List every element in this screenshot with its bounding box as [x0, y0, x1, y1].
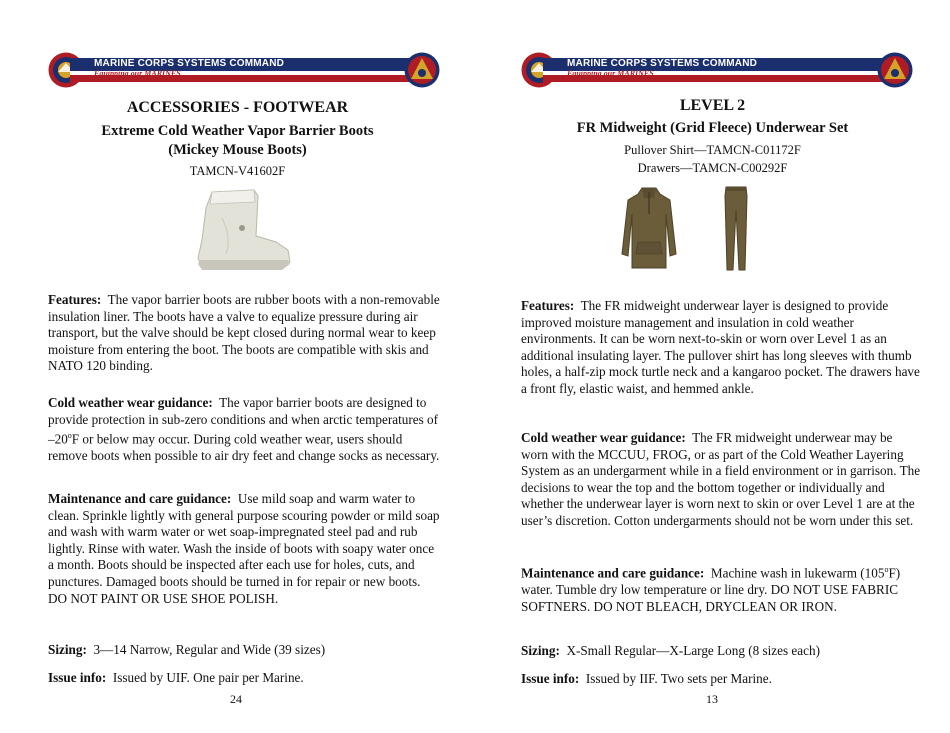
issue-label: Issue info: [48, 670, 107, 685]
cold-weather-text-b: F or below may occur. During cold weather wear, users should remove boots when possible to air dry feet and change socks as necessary. [48, 431, 440, 464]
page-number: 13 [706, 692, 718, 706]
sizing-text: 3—14 Narrow, Regular and Wide (39 sizes) [93, 642, 326, 657]
sizing-paragraph [521, 643, 921, 660]
sizing-paragraph [48, 642, 440, 659]
tamcn-shirt: Pullover Shirt—TAMCN-C01172F [624, 143, 801, 157]
item-title-line2: (Mickey Mouse Boots) [168, 142, 307, 158]
page-number: 24 [230, 692, 242, 706]
banner-title: MARINE CORPS SYSTEMS COMMAND [567, 58, 758, 69]
systems-command-seal-icon [877, 52, 913, 88]
tamcn-drawers: Drawers—TAMCN-C00292F [637, 161, 788, 175]
sizing-text: X-Small Regular—X-Large Long (8 sizes each) [566, 643, 820, 658]
sizing-label: Sizing: [521, 643, 560, 658]
maintenance-text: Use mild soap and warm water to clean. Sprinkle lightly with general purpose scouring powder or mild soap and wash with warm water or wet soap-impregnated steel pad and rub lightly. Rinse with water. Wash the inside of boots with soapy water once a month. Boots should be inspected after each use for holes, cuts, and punctures. Damaged boots should be turned in for repair or new boots. DO NOT PAINT OR USE SHOE POLISH. [48, 491, 440, 606]
systems-command-seal-icon [404, 52, 440, 88]
maintenance-paragraph [521, 562, 921, 615]
cold-weather-paragraph [48, 395, 440, 465]
features-text: The FR midweight underwear layer is designed to provide improved moisture management and insulation in cold weather environments. It can be worn next-to-skin or worn over Level 1 as an additional insulating layer. The pullover shirt has long sleeves with thumb holes, a half-zip mock turtle neck and a kangaroo pocket. The drawers have a front fly, elastic waist, and hemmed ankle. [521, 298, 920, 396]
maintenance-text-b: F) water. Tumble dry low temperature or line dry. DO NOT USE FABRIC SOFTNERS. DO NOT BLEACH, DRYCLEAN OR IRON. [521, 565, 901, 614]
issue-label: Issue info: [521, 671, 580, 686]
issue-paragraph [48, 670, 440, 687]
item-title: FR Midweight (Grid Fleece) Underwear Set [576, 120, 849, 136]
mcsc-banner [48, 52, 440, 88]
sizing-label: Sizing: [48, 642, 87, 657]
cold-weather-label: Cold weather wear guidance: [48, 395, 213, 410]
features-text: The vapor barrier boots are rubber boots with a non-removable insulation liner. The boots have a valve to equalize pressure during air transport, but the valve should be kept closed during normal wear to keep moisture from entering the boot. The boots are compatible with skis and NATO 120 binding. [48, 292, 440, 374]
maintenance-label: Maintenance and care guidance: [48, 491, 232, 506]
maintenance-label: Maintenance and care guidance: [521, 565, 705, 581]
vapor-barrier-boot-image [192, 188, 298, 274]
banner-subtitle: Equipping our MARINES [94, 69, 181, 78]
tamcn-code: TAMCN-V41602F [189, 164, 286, 178]
degree-mark: o [884, 565, 889, 574]
item-title-line1: Extreme Cold Weather Vapor Barrier Boots [101, 123, 374, 139]
banner-subtitle: Equipping our MARINES [567, 69, 654, 78]
features-label: Features: [48, 292, 102, 307]
issue-paragraph [521, 671, 921, 688]
section-heading: ACCESSORIES - FOOTWEAR [126, 99, 349, 116]
degree-mark: o [67, 431, 72, 441]
maintenance-paragraph [48, 491, 440, 607]
issue-text: Issued by IIF. Two sets per Marine. [585, 671, 772, 686]
issue-text: Issued by UIF. One pair per Marine. [112, 670, 304, 685]
features-label: Features: [521, 298, 575, 313]
cold-weather-label: Cold weather wear guidance: [521, 430, 686, 445]
maintenance-text-a: Machine wash in lukewarm (105 [710, 565, 885, 581]
pullover-shirt-image [620, 184, 678, 272]
cold-weather-paragraph [521, 430, 921, 530]
cold-weather-text-a: The vapor barrier boots are designed to provide protection in sub-zero conditions and when arctic temperatures of –20 [48, 395, 438, 447]
drawers-image [722, 184, 750, 272]
right-page [475, 0, 950, 733]
cold-weather-text: The FR midweight underwear may be worn with the MCCUU, FROG, or as part of the Cold Weather Layering System as an undergarment while in a field environment or in garrison. The decisions to wear the top and the bottom together or individually and whether the underwear layer is worn next to skin or over Level 1 are at the user’s discretion. Cotton undergarments should not be worn under this set. [521, 430, 921, 528]
section-heading: LEVEL 2 [679, 97, 746, 114]
mcsc-banner [521, 52, 913, 88]
features-paragraph [521, 298, 921, 398]
banner-title: MARINE CORPS SYSTEMS COMMAND [94, 58, 285, 69]
features-paragraph [48, 292, 440, 375]
